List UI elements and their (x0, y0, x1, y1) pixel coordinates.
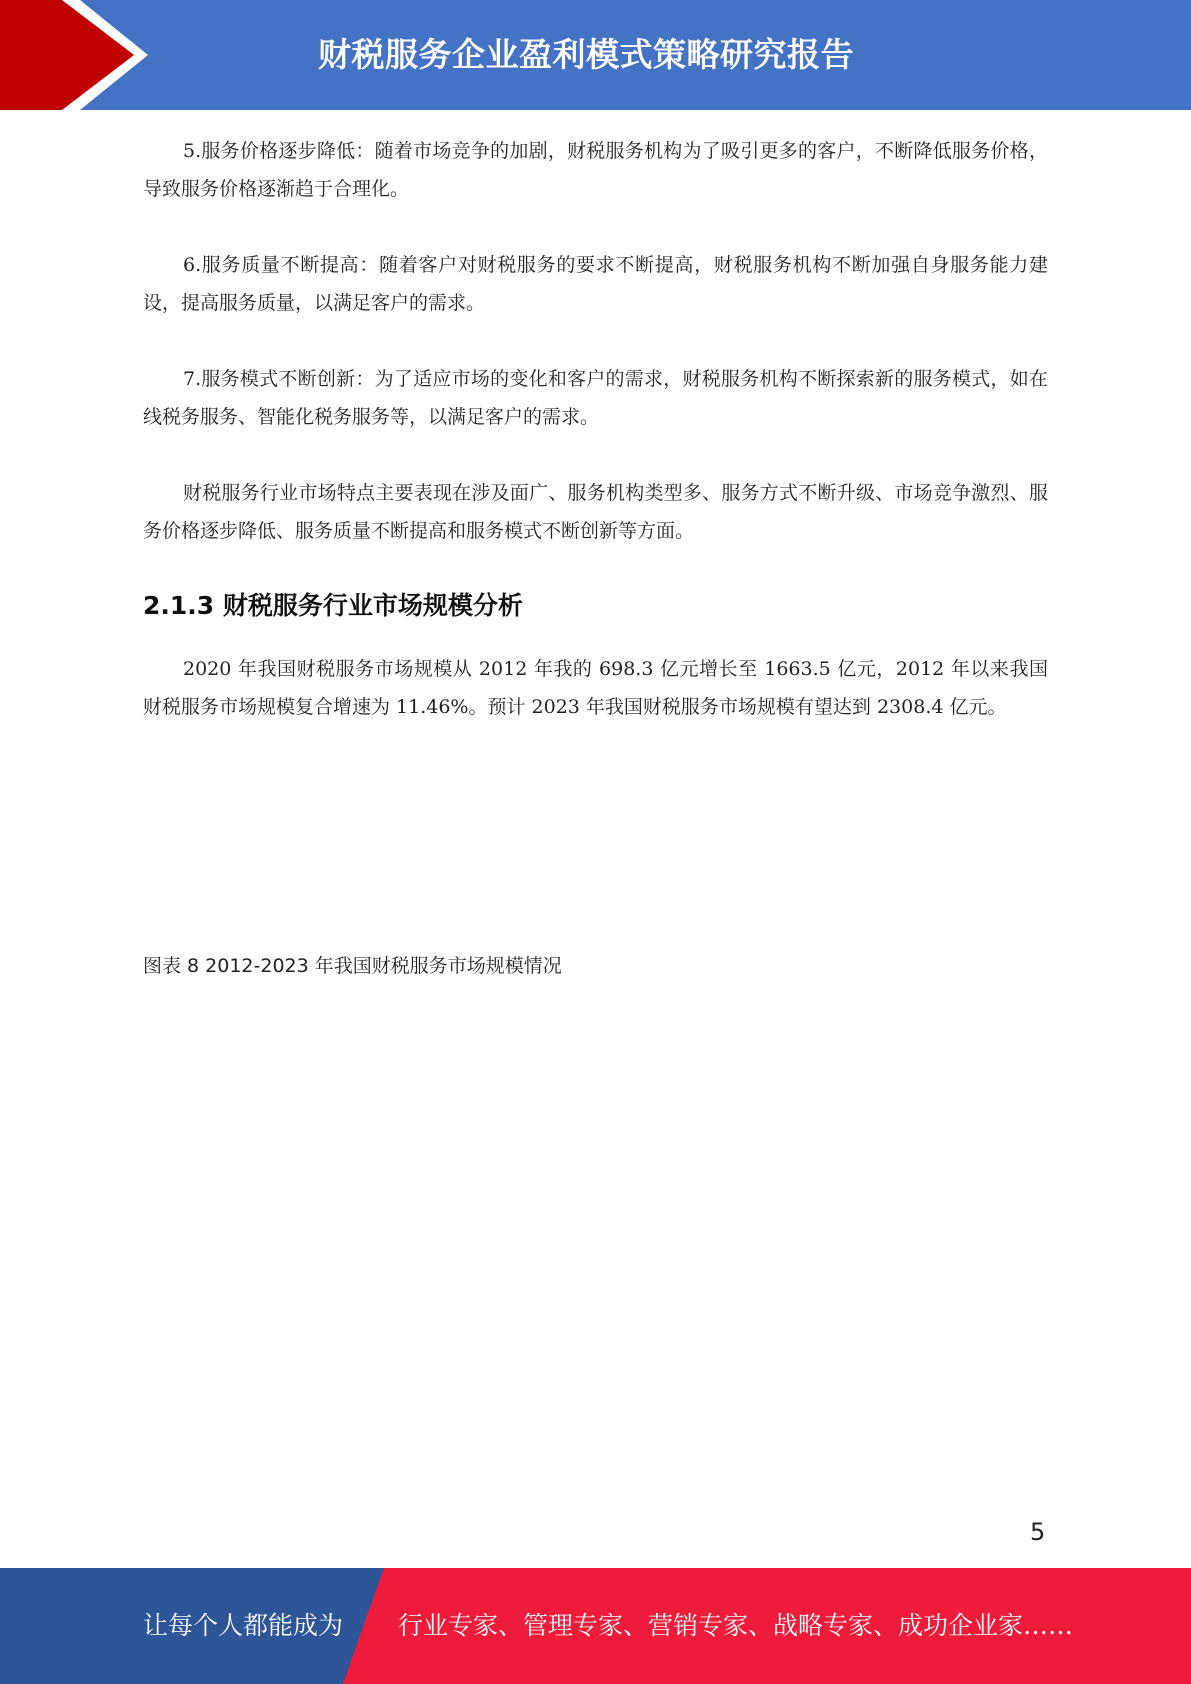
paragraph: 2020 年我国财税服务市场规模从 2012 年我的 698.3 亿元增长至 1663.5 亿元，2012 年以来我国财税服务市场规模复合增速为 11.46%。预计 2023 年我国财税服务市场规模有望达到 2308.4 亿元。 (143, 658, 1048, 718)
footer-slogan-left: 让每个人都能成为 (143, 1611, 344, 1640)
page-footer (0, 1568, 1191, 1684)
figure-caption: 图表 8 2012-2023 年我国财税服务市场规模情况 (143, 955, 562, 977)
page-header (0, 0, 1191, 110)
paragraph: 5.服务价格逐步降低：随着市场竞争的加剧，财税服务机构为了吸引更多的客户，不断降低服务价格，导致服务价格逐渐趋于合理化。 (143, 140, 1048, 200)
page-number: 5 (1030, 1518, 1046, 1546)
section-heading: 2.1.3 财税服务行业市场规模分析 (143, 591, 523, 620)
paragraph: 6.服务质量不断提高：随着客户对财税服务的要求不断提高，财税服务机构不断加强自身服务能力建设，提高服务质量，以满足客户的需求。 (143, 254, 1048, 314)
paragraph: 财税服务行业市场特点主要表现在涉及面广、服务机构类型多、服务方式不断升级、市场竞争激烈、服务价格逐步降低、服务质量不断提高和服务模式不断创新等方面。 (143, 482, 1048, 542)
main-content (143, 132, 1048, 764)
paragraph: 7.服务模式不断创新：为了适应市场的变化和客户的需求，财税服务机构不断探索新的服务模式，如在线税务服务、智能化税务服务等，以满足客户的需求。 (143, 368, 1048, 428)
report-title: 财税服务企业盈利模式策略研究报告 (318, 35, 854, 74)
footer-slogan-right: 行业专家、管理专家、营销专家、战略专家、成功企业家…… (398, 1611, 1074, 1640)
